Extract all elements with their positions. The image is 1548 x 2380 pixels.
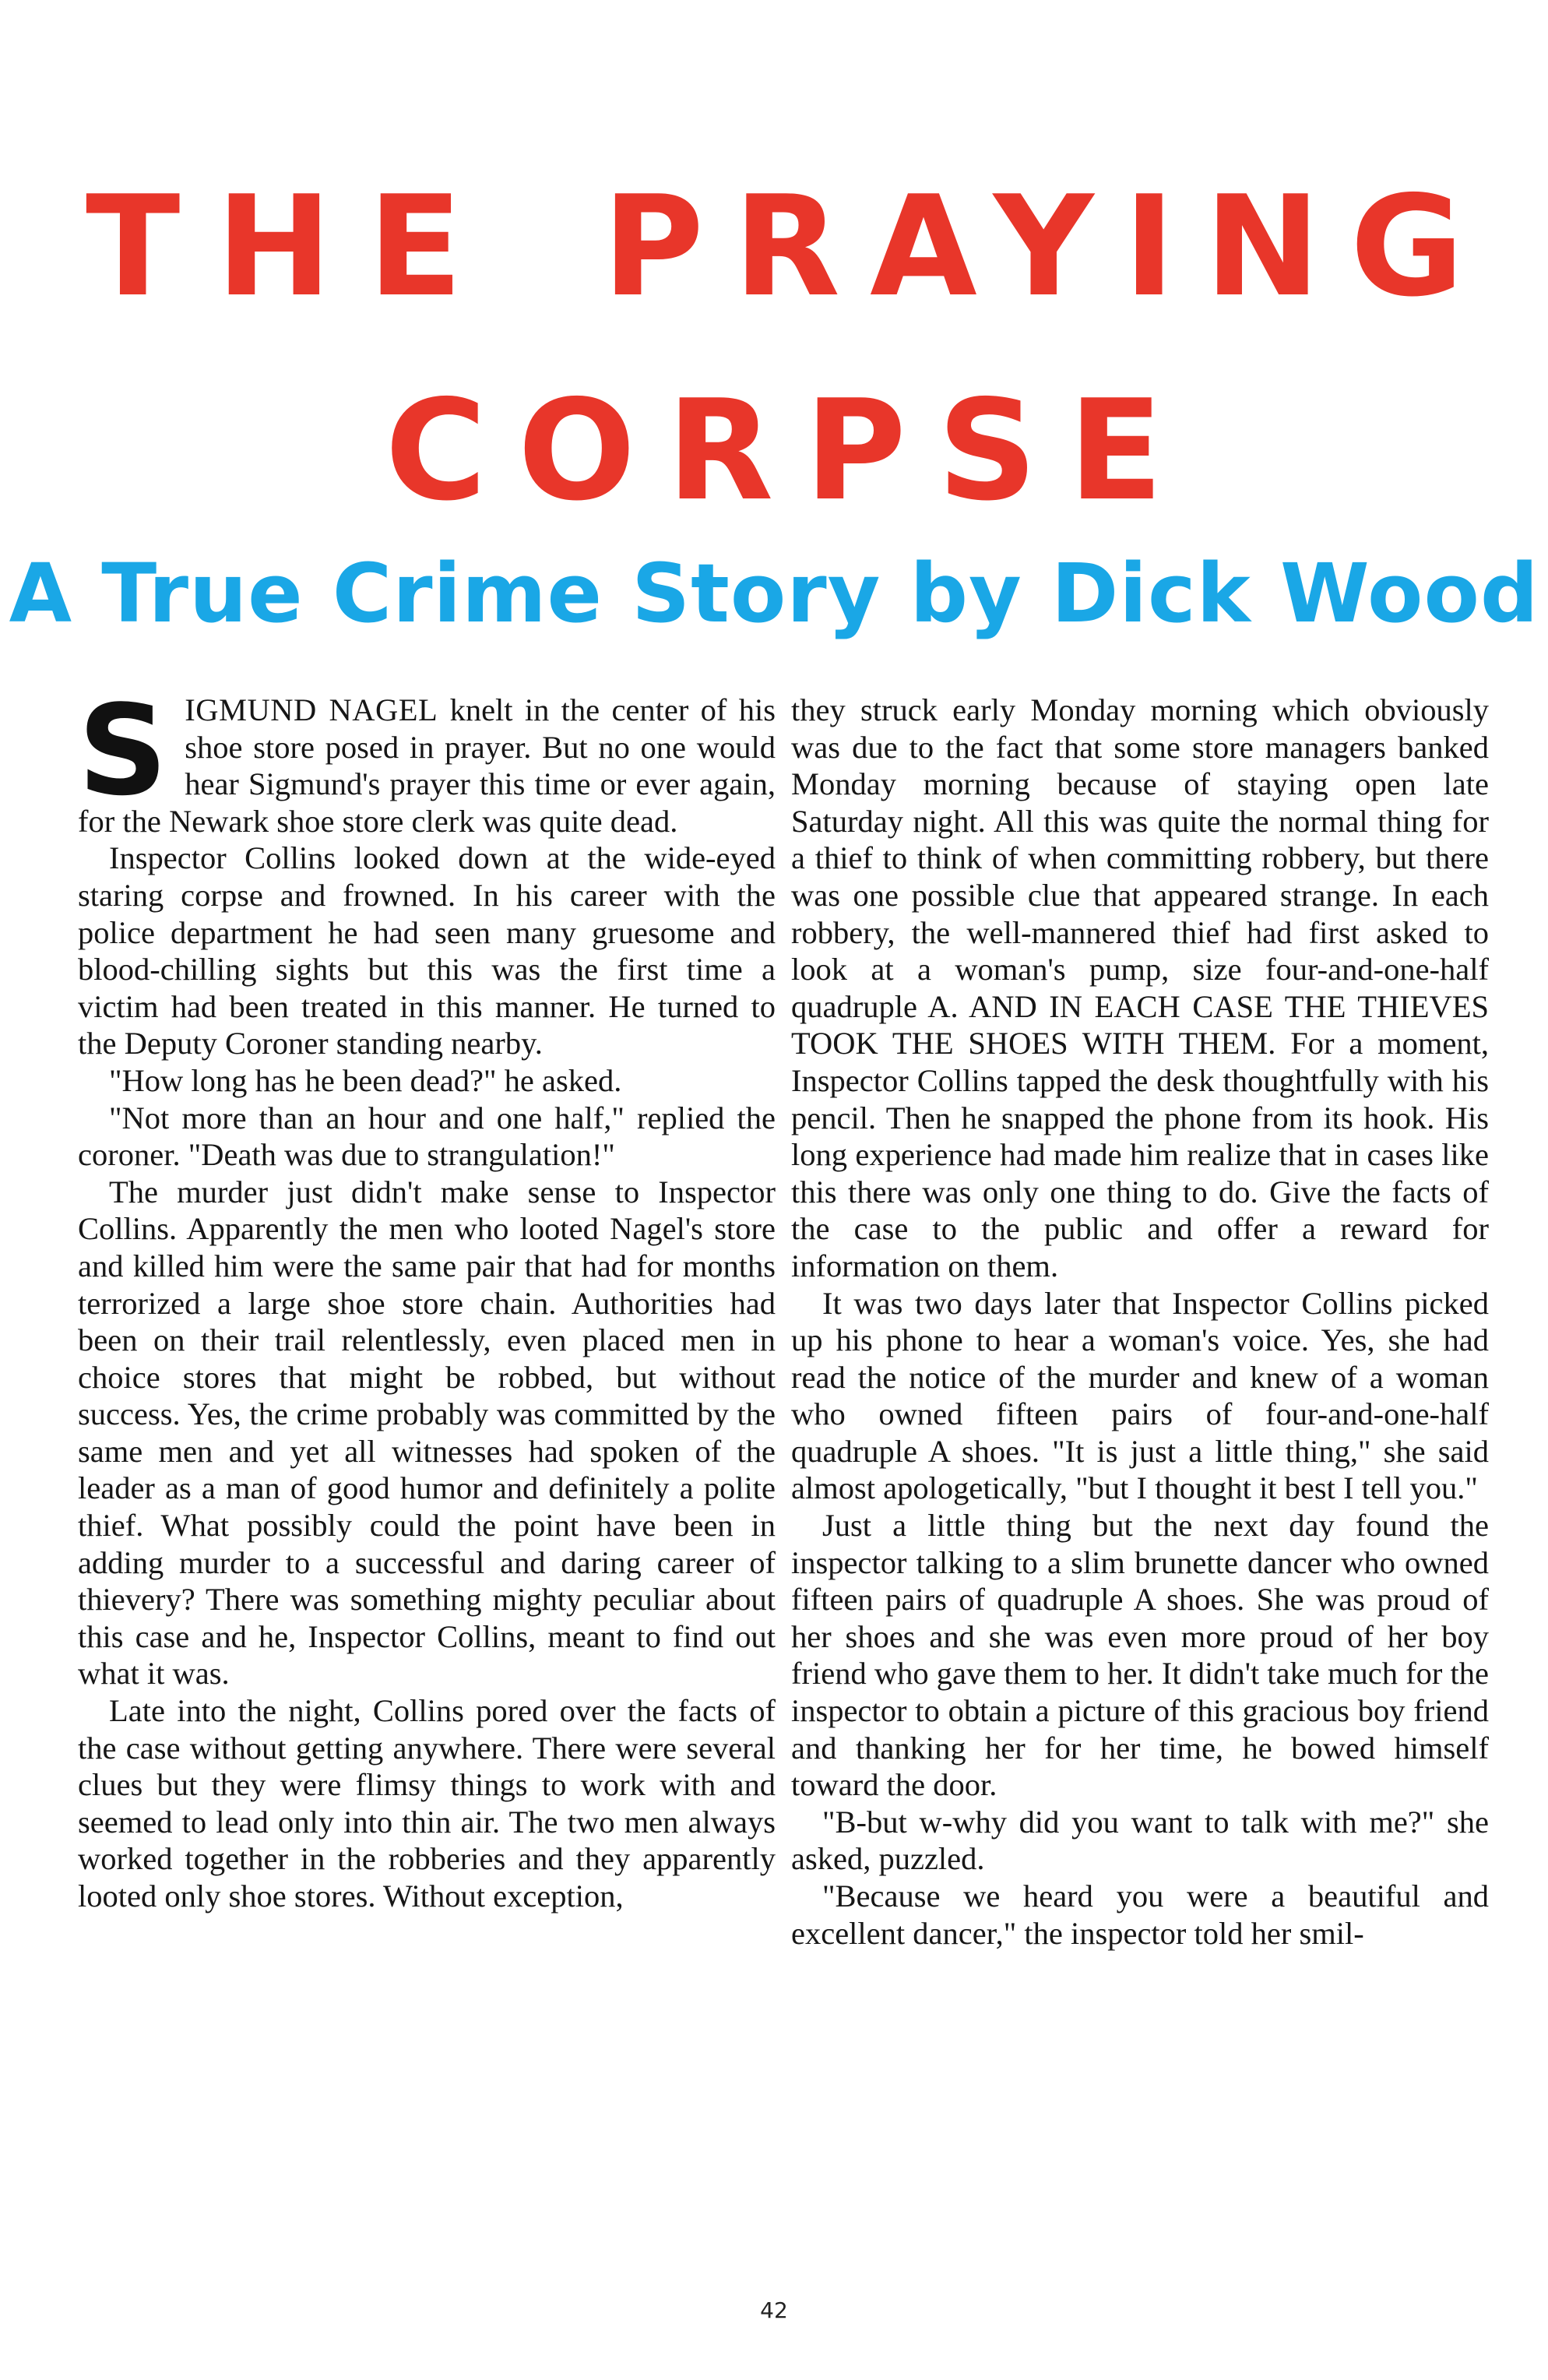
- paragraph-9: Just a little thing but the next day found the inspector talking to a slim brunette dancer who owned fifteen pairs of quadruple A shoes. She was proud of her shoes and she was even more proud of her boy friend who gave them to her. It didn't take much for the inspector to obtain a picture of this gracious boy friend and thanking her for her time, he bowed himself toward the door.: [791, 1508, 1489, 1803]
- paragraph-1: [78, 678, 776, 840]
- paragraph-10: "B-but w-why did you want to talk with me?" she asked, puzzled.: [791, 1804, 1489, 1877]
- page-number: 42: [760, 2297, 788, 2323]
- paragraph-11: "Because we heard you were a beautiful and excellent dancer," the inspector told her smil-: [791, 1878, 1489, 1951]
- story-title-line-1: [86, 166, 1493, 327]
- lead-caps: IGMUND NAGEL: [185, 692, 438, 727]
- left-column: [78, 678, 776, 1915]
- paragraph-7: they struck early Monday morning which obviously was due to the fact that some store managers banked Monday morning because of staying open late Saturday night. All this was quite the normal thing for a thief to think of when committing robbery, but there was one possible clue that appeared strange. In each robbery, the well-mannered thief had first asked to look at a woman's pump, size four-and-one-half quadruple A. AND IN EACH CASE THE THIEVES TOOK THE SHOES WITH THEM. For a moment, Inspector Collins tapped the desk thoughtfully with his pencil. Then he snapped the phone from its hook. His long experience had made him realize that in cases like this there was only one thing to do. Give the facts of the case to the public and offer a reward for information on them.: [791, 692, 1489, 1283]
- paragraph-5: The murder just didn't make sense to Inspector Collins. Apparently the men who looted Nagel's store and killed him were the same pair that had for months terrorized a large shoe store chain. Authorities had been on their trail relentlessly, even placed men in choice stores that might be robbed, but without success. Yes, the crime probably was committed by the same men and yet all witnesses had spoken of the leader as a man of good humor and definitely a polite thief. What possibly could the point have been in adding murder to a successful and daring career of thievery? There was something mighty peculiar about this case and he, Inspector Collins, meant to find out what it was.: [78, 1174, 776, 1692]
- paragraph-3: "How long has he been dead?" he asked.: [109, 1062, 622, 1098]
- story-title-line-2: CORPSE: [385, 370, 1194, 531]
- story-byline: A True Crime Story by Dick Wood: [9, 546, 1539, 641]
- title-word-praying: PRAYING: [602, 166, 1493, 327]
- paragraph-4: "Not more than an hour and one half," replied the coroner. "Death was due to strangulation!": [78, 1100, 776, 1173]
- paragraph-2: Inspector Collins looked down at the wide-eyed staring corpse and frowned. In his career with the police department he had seen many gruesome and blood-chilling sights but this was the first time a victim had been treated in this manner. He turned to the Deputy Coroner standing nearby.: [78, 840, 776, 1061]
- right-column: [791, 692, 1489, 1952]
- paragraph-1-text: knelt in the center of his shoe store posed in prayer. But no one would hear Sigmund's prayer this time or ever again, for the Newark shoe store clerk was quite dead.: [78, 692, 776, 839]
- drop-cap: S: [78, 678, 168, 823]
- paragraph-6: Late into the night, Collins pored over the facts of the case without getting anywhere. There were several clues but they were flimsy things to work with and seemed to lead only into thin air. The two men always worked together in the robberies and they apparently looted only shoe stores. Without exception,: [78, 1693, 776, 1914]
- paragraph-8: It was two days later that Inspector Collins picked up his phone to hear a woman's voice. Yes, she had read the notice of the murder and knew of a woman who owned fifteen pairs of four-and-one-half quadruple A shoes. "It is just a little thing," she said almost apologetically, "but I thought it best I tell you.": [791, 1285, 1489, 1506]
- title-word-the: THE: [86, 166, 498, 327]
